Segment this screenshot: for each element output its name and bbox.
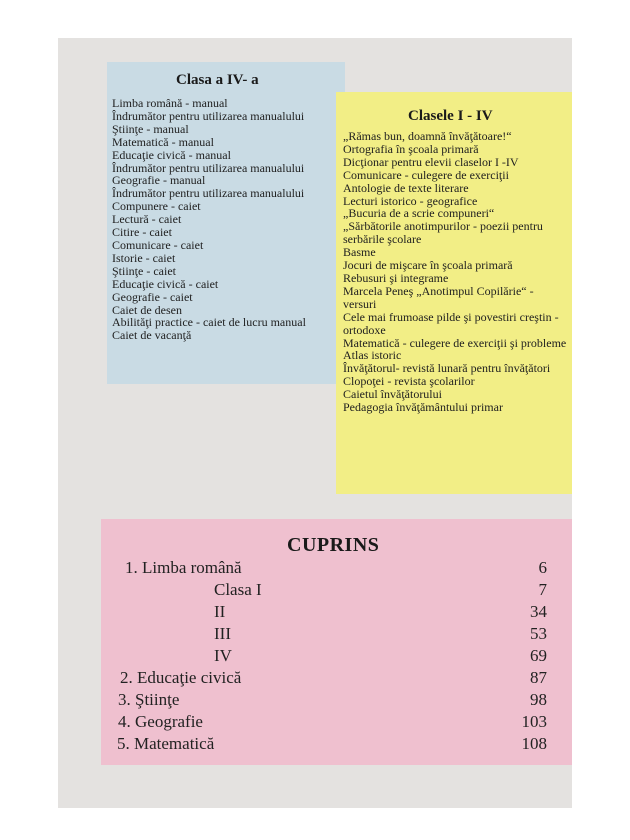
toc-entry-page: 6 bbox=[538, 558, 547, 577]
list-item: Citire - caiet bbox=[112, 225, 172, 240]
list-item: Marcela Peneş „Anotimpul Copilărie“ - versuri bbox=[343, 283, 534, 311]
list-item: Caietul învăţătorului bbox=[343, 387, 442, 402]
toc-entry-page: 69 bbox=[530, 646, 547, 665]
list-item: Învăţătorul- revistă lunară pentru învăţători bbox=[343, 361, 551, 376]
toc-entry-label: III bbox=[214, 624, 231, 643]
toc-entry-label: 3. Ştiinţe bbox=[118, 690, 180, 709]
toc-entry bbox=[125, 602, 547, 624]
toc-entry-page: 53 bbox=[530, 624, 547, 643]
list-item: Geografie - manual bbox=[112, 173, 206, 188]
toc-entry-page: 108 bbox=[521, 734, 547, 753]
toc-entry bbox=[118, 690, 547, 712]
cuprins-title: CUPRINS bbox=[287, 534, 380, 556]
list-item: Lectură - caiet bbox=[112, 212, 182, 227]
toc-entry-page: 103 bbox=[521, 712, 547, 731]
list-item: Antologie de texte literare bbox=[343, 180, 469, 195]
list-item: Matematică - manual bbox=[112, 134, 214, 149]
list-item: Pedagogia învăţământului primar bbox=[343, 400, 503, 415]
toc-entry bbox=[125, 624, 547, 646]
list-item: Compunere - caiet bbox=[112, 199, 201, 214]
list-item: Îndrumător pentru utilizarea manualului bbox=[112, 108, 305, 123]
list-item: „Bucuria de a scrie compuneri“ bbox=[343, 206, 495, 221]
list-item: Matematică - culegere de exerciţii şi probleme bbox=[343, 335, 567, 350]
clasa-iv-box bbox=[107, 62, 345, 384]
toc-entry bbox=[125, 646, 547, 668]
toc-entry-page: 7 bbox=[538, 580, 547, 599]
toc-entry-label: Clasa I bbox=[214, 580, 262, 599]
toc-entry-page: 98 bbox=[530, 690, 547, 709]
list-item: Îndrumător pentru utilizarea manualului bbox=[112, 186, 305, 201]
toc-entry-label: 2. Educaţie civică bbox=[120, 668, 242, 687]
clasa-iv-list bbox=[112, 97, 306, 342]
list-item: Cele mai frumoase pilde şi povestiri creştin - ortodoxe bbox=[343, 309, 559, 337]
toc-entry bbox=[118, 712, 547, 734]
list-item: Abilităţi practice - caiet de lucru manual bbox=[112, 315, 306, 330]
list-item: Educaţie civică - manual bbox=[112, 147, 231, 162]
toc-entry-page: 87 bbox=[530, 668, 547, 687]
toc-entry-page: 34 bbox=[530, 602, 547, 621]
toc-entry-label: 1. Limba română bbox=[125, 558, 242, 577]
list-item: Rebusuri şi integrame bbox=[343, 270, 449, 285]
toc-entry bbox=[117, 734, 547, 756]
list-item: Lecturi istorico - geografice bbox=[343, 193, 478, 208]
toc-entry-label: II bbox=[214, 602, 226, 621]
list-item: Caiet de vacanţă bbox=[112, 328, 192, 343]
list-item: Ortografia în şcoala primară bbox=[343, 141, 479, 156]
clasa-iv-title: Clasa a IV- a bbox=[176, 72, 259, 88]
list-item: Clopoţei - revista şcolarilor bbox=[343, 374, 475, 389]
list-item: Istorie - caiet bbox=[112, 250, 176, 265]
list-item: „Sărbătorile anotimpurilor - poezii pentru serbările şcolare bbox=[343, 219, 543, 247]
clasele-i-iv-title: Clasele I - IV bbox=[408, 108, 493, 124]
list-item: Comunicare - culegere de exerciţii bbox=[343, 167, 509, 182]
list-item: „Rămas bun, doamnă învăţătoare!“ bbox=[343, 129, 512, 143]
toc-entry-label: 5. Matematică bbox=[117, 734, 215, 753]
toc-entry-label: IV bbox=[214, 646, 232, 665]
list-item: Comunicare - caiet bbox=[112, 237, 204, 252]
list-item: Caiet de desen bbox=[112, 302, 182, 317]
list-item: Geografie - caiet bbox=[112, 289, 193, 304]
list-item: Limba română - manual bbox=[112, 96, 228, 110]
toc-entry-label: 4. Geografie bbox=[118, 712, 203, 731]
list-item: Dicţionar pentru elevii claselor I -IV bbox=[343, 154, 519, 169]
list-item: Basme bbox=[343, 245, 376, 260]
clasele-i-iv-box bbox=[336, 92, 572, 494]
list-item: Ştiinţe - caiet bbox=[112, 263, 176, 278]
toc-entry bbox=[125, 580, 547, 602]
list-item: Îndrumător pentru utilizarea manualului bbox=[112, 160, 305, 175]
list-item: Jocuri de mişcare în şcoala primară bbox=[343, 258, 513, 273]
list-item: Atlas istoric bbox=[343, 348, 402, 363]
toc-entry bbox=[125, 558, 547, 580]
toc-entry bbox=[120, 668, 547, 690]
list-item: Educaţie civică - caiet bbox=[112, 276, 219, 291]
list-item: Ştiinţe - manual bbox=[112, 121, 189, 136]
clasele-i-iv-list bbox=[343, 130, 569, 414]
